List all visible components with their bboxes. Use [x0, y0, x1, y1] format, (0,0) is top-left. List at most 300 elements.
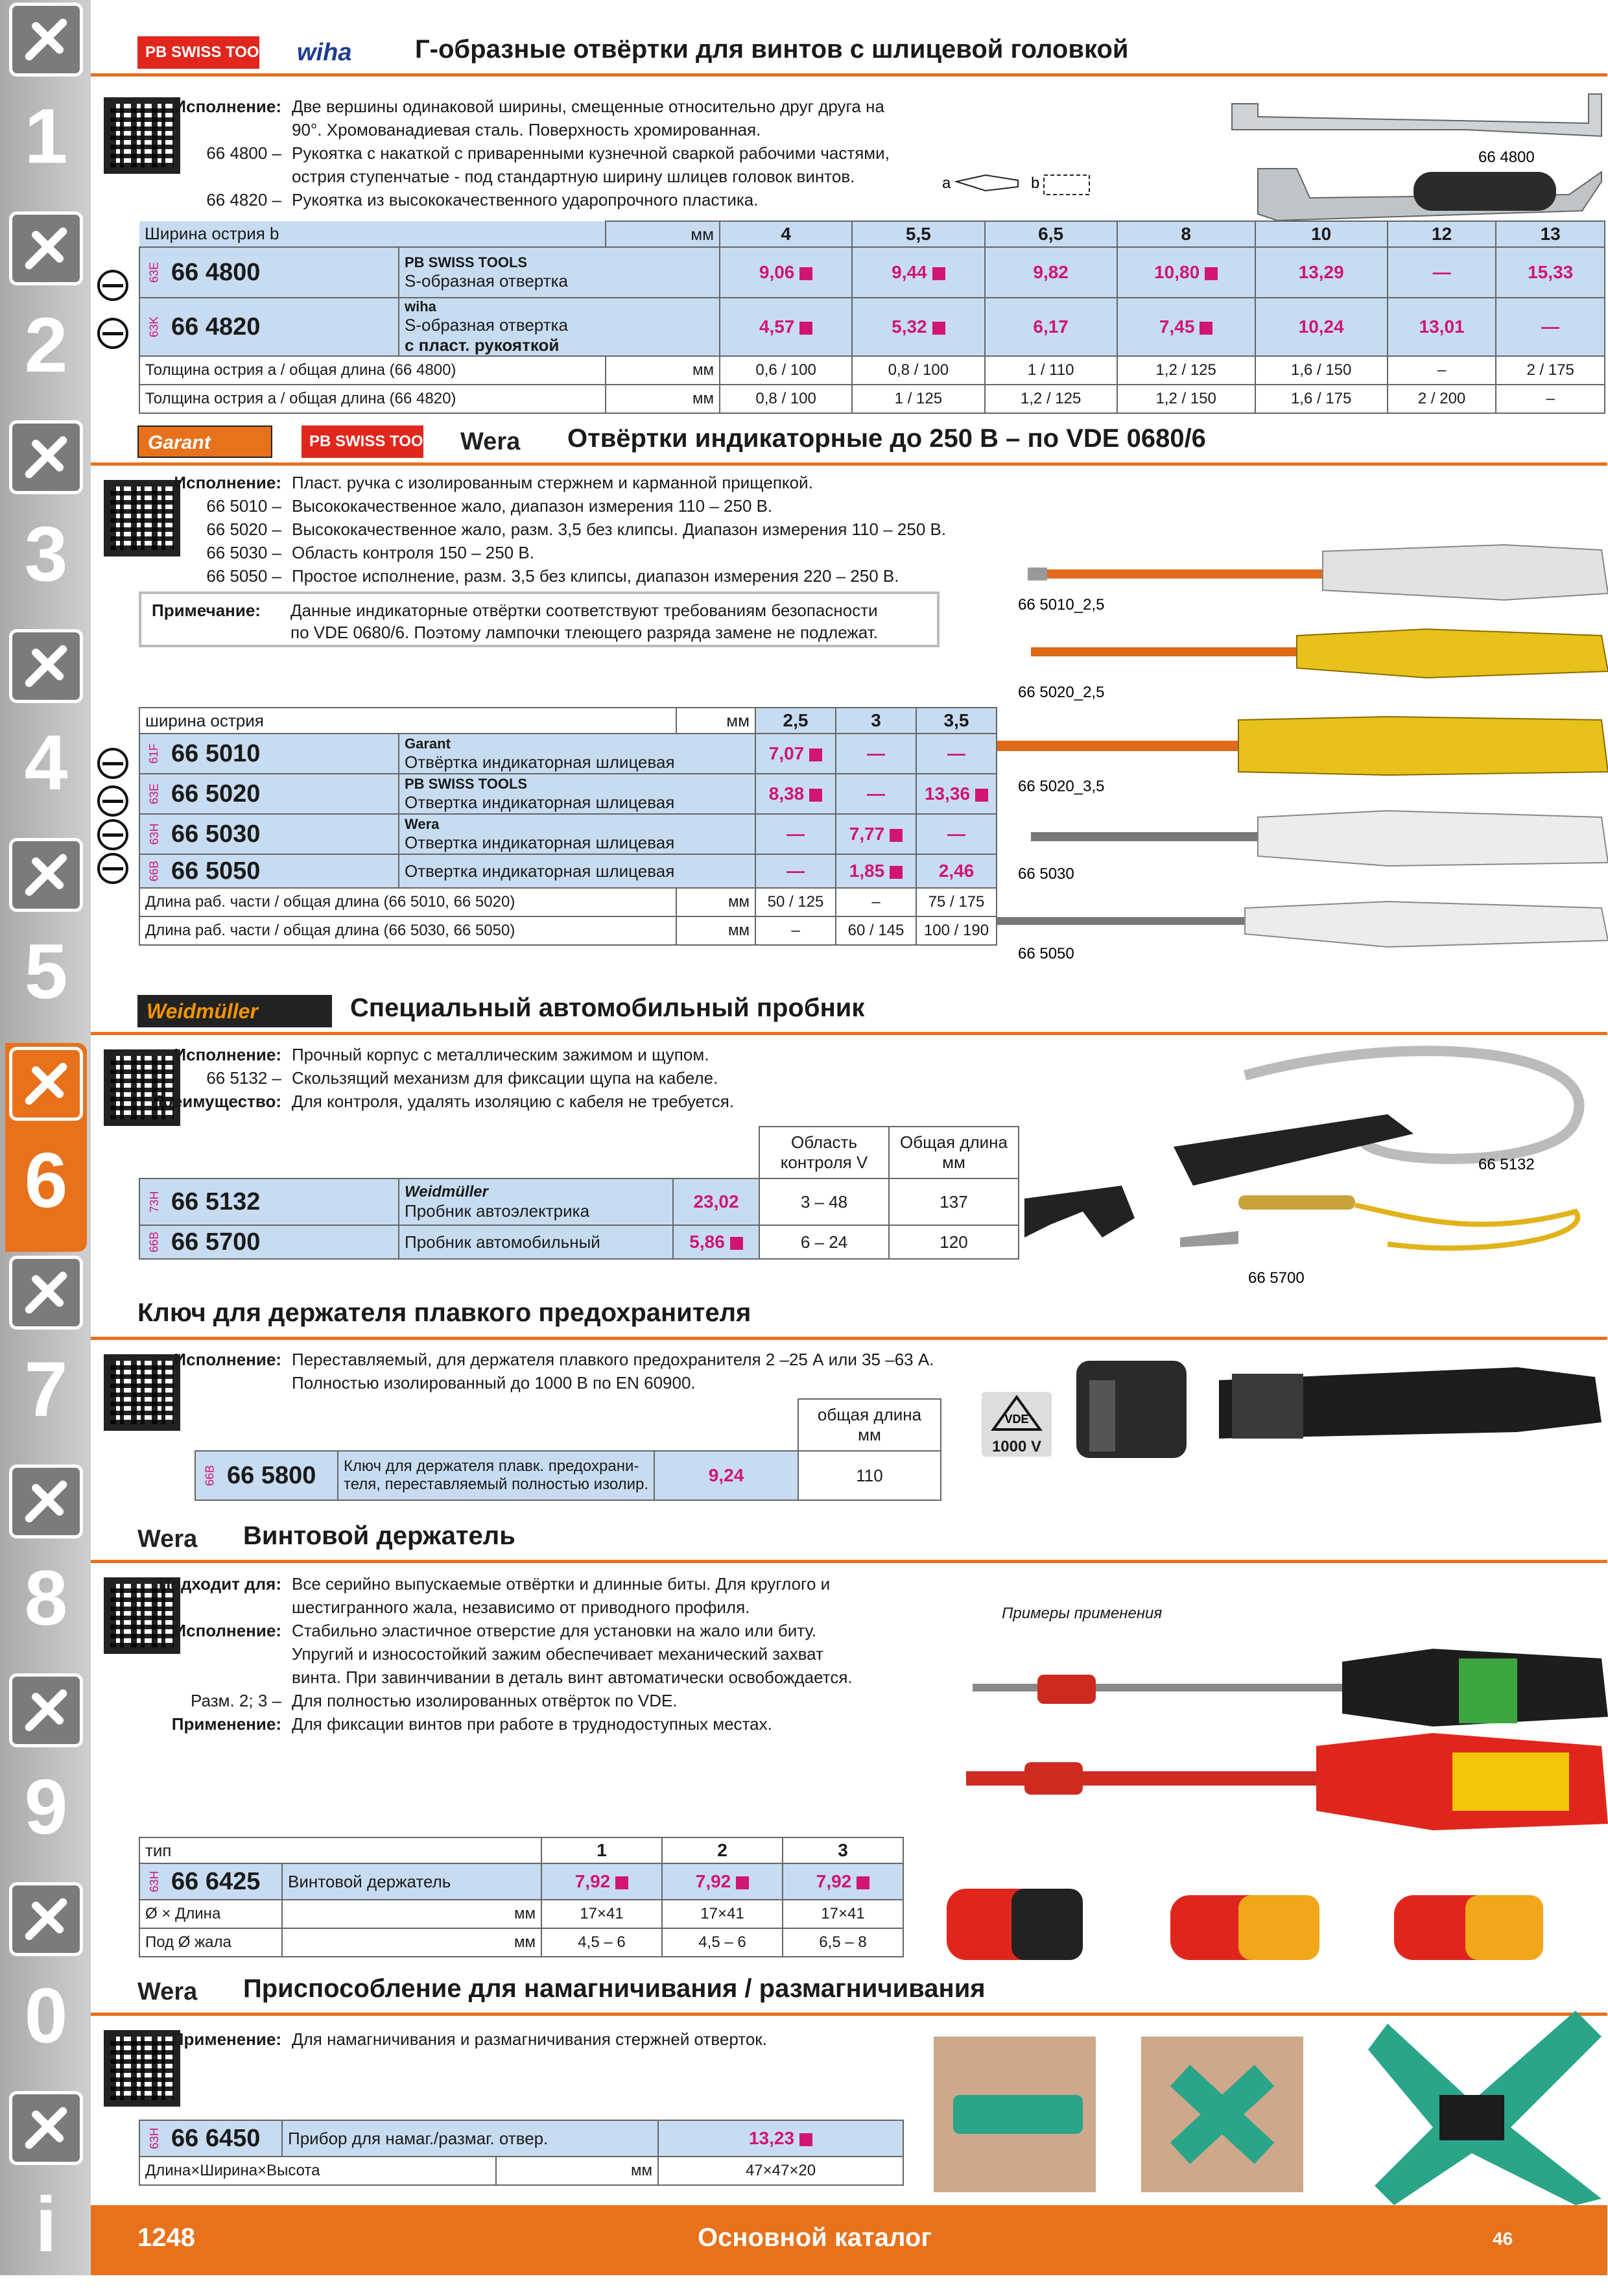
brand-logo-garant: Garant: [137, 425, 272, 458]
table-row: [139, 774, 997, 814]
description-label: [91, 1596, 292, 1619]
description-line: [91, 518, 946, 541]
price-marker-icon: [799, 322, 812, 335]
table-row: [139, 247, 1605, 298]
table-header: [139, 708, 997, 734]
product-illustration: [1063, 1341, 1608, 1471]
brand-label: Weidmüller: [405, 1182, 488, 1201]
column-header: 1: [541, 1837, 662, 1863]
chapter-number: 9: [24, 1764, 68, 1850]
price-value: 5,32: [892, 317, 927, 337]
chapter-tab-3[interactable]: [5, 416, 87, 625]
description-line: [91, 541, 946, 564]
article-code: [139, 1225, 399, 1259]
spec-value: –: [1496, 385, 1605, 413]
spec-value: 1,6 / 150: [1255, 356, 1388, 385]
section-title: Г-образные отвёртки для винтов с шлицевой головкой: [415, 35, 1129, 64]
description-line: [91, 1043, 734, 1066]
table-row: [139, 2120, 903, 2157]
description: [91, 1572, 853, 1736]
price-value: 13,29: [1298, 262, 1344, 282]
brand-logo-pb: PB SWISS TOOLS: [302, 425, 423, 458]
price-marker-icon: [1205, 267, 1218, 280]
description-text: Упругий и износостойкий зажим обеспечивает механический захват: [292, 1644, 823, 1664]
image-label: 66 5010_2,5: [1018, 596, 1105, 614]
price-cell: [1496, 298, 1605, 356]
product-name: [399, 298, 720, 356]
spec-label: Толщина острия a / общая длина (66 4800): [139, 356, 606, 385]
chapter-icon: [9, 2091, 83, 2165]
price-table: [139, 1837, 904, 1957]
slotted-head-icon: [97, 318, 128, 349]
image-label: 66 5700: [1248, 1269, 1305, 1287]
spec-value: –: [1388, 356, 1496, 385]
group-code: 63H: [148, 2127, 161, 2149]
section-title: Винтовой держатель: [243, 1522, 515, 1550]
description-label: Преимущество:: [150, 1092, 281, 1111]
header-label: ширина острия: [139, 708, 676, 734]
price-value: —: [947, 743, 965, 763]
description: [91, 2027, 767, 2051]
spec-value: –: [836, 888, 916, 916]
description: [91, 1043, 734, 1113]
spec-row: [139, 1900, 903, 1928]
unit-label: мм: [676, 888, 755, 916]
description-text: Для намагничивания и размагничивания стержней отверток.: [292, 2029, 767, 2049]
product-name-line: Отвертка индикаторная шлицевая: [405, 832, 675, 852]
product-name: [399, 774, 755, 814]
spec-label: Ø × Длина: [139, 1900, 282, 1928]
group-code: 63E: [147, 261, 161, 283]
spec-value: 47×47×20: [658, 2157, 903, 2185]
chapter-number: 4: [24, 719, 68, 806]
section-title: Приспособление для намагничивания / размагничивания: [243, 1974, 986, 2003]
spec-value: 1,2 / 125: [1117, 356, 1255, 385]
section-title: Специальный автомобильный пробник: [350, 994, 865, 1022]
slotted-head-icon: [97, 270, 128, 301]
table-header: [195, 1399, 941, 1451]
spec-value: 60 / 145: [836, 916, 916, 945]
price-marker-icon: [736, 1876, 749, 1889]
section-title: Ключ для держателя плавкого предохранителя: [137, 1298, 751, 1327]
description-line: [91, 1689, 853, 1712]
article-number: 66 5700: [171, 1228, 261, 1256]
table-row: [139, 814, 997, 854]
product-name-line: Ключ для держателя плавк. предохрани-: [344, 1457, 639, 1475]
group-code: 66B: [147, 860, 161, 882]
spec-value: 0,8 / 100: [720, 385, 852, 413]
product-name: [399, 1178, 673, 1225]
price-cell: [836, 814, 916, 854]
brand-label: PB SWISS TOOLS: [405, 775, 528, 792]
chapter-icon: [9, 838, 83, 912]
image-label: 66 5132: [1478, 1156, 1535, 1173]
price-value: 15,33: [1528, 262, 1574, 282]
price-cell: [852, 247, 984, 298]
image-label: 66 5050: [1018, 945, 1074, 963]
dim-label-a: a: [942, 174, 951, 192]
table-header: [139, 1127, 1019, 1178]
price-table: [139, 707, 997, 946]
price-value: 9,06: [759, 262, 795, 282]
product-name: [399, 734, 755, 774]
description-label: 66 5050 –: [206, 566, 281, 586]
column-header: Область контроля V: [759, 1127, 889, 1178]
price-value: 7,92: [574, 1871, 611, 1891]
price-marker-icon: [1200, 322, 1212, 335]
product-name: [338, 1451, 654, 1500]
chapter-icon: [9, 211, 83, 285]
price-value: —: [867, 783, 885, 804]
description-text: Две вершины одинаковой ширины, смещенные относительно друг друга на: [292, 97, 884, 116]
price-cell: [836, 854, 916, 888]
price-value: 13,23: [748, 2128, 795, 2148]
description-text: шестигранного жала, независимо от приводного профиля.: [292, 1597, 750, 1617]
chapter-number: 6: [24, 1137, 68, 1224]
chapter-tab-2[interactable]: [5, 208, 87, 416]
price-cell: [836, 774, 916, 814]
section-title: Отвёртки индикаторные до 250 В – по VDE 0680/6: [567, 424, 1206, 453]
spec-value: 2 / 200: [1388, 385, 1496, 413]
price-marker-icon: [799, 267, 812, 280]
chapter-tab-8[interactable]: [5, 1461, 87, 1669]
price-cell: [916, 854, 997, 888]
description: [91, 471, 946, 588]
brand-logo-wera: Wera: [460, 428, 521, 455]
chapter-number: i: [35, 2181, 57, 2268]
price-cell: [1388, 298, 1496, 356]
unit-label: мм: [606, 385, 720, 413]
table-row: [139, 734, 997, 774]
svg-text:VDE: VDE: [1004, 1413, 1029, 1426]
description-label: [91, 118, 292, 141]
description-text: 90°. Хромованадиевая сталь. Поверхность хромированная.: [292, 120, 761, 139]
description-text: Скользящий механизм для фиксации щупа на кабеле.: [292, 1068, 718, 1088]
description-text: острия ступенчатые - под стандартную ширину шлицев головок винтов.: [292, 167, 855, 186]
brand-label: PB SWISS TOOLS: [405, 254, 528, 270]
product-name-line: теля, переставляемый полностью изолир.: [344, 1476, 649, 1493]
unit-label: мм: [496, 2157, 658, 2185]
spec-row: [139, 385, 1605, 413]
chapter-number: 8: [24, 1555, 68, 1642]
spec-label: Длина×Ширина×Высота: [139, 2157, 496, 2185]
description-label: 66 5010 –: [206, 496, 281, 516]
description-line: [91, 471, 946, 494]
spec-label: Длина раб. части / общая длина (66 5010, 66 5020): [139, 888, 676, 916]
price-value: 7,92: [816, 1871, 852, 1891]
price-cell: [1388, 247, 1496, 298]
chapter-tab-0[interactable]: [5, 1878, 87, 2087]
chapter-tab-5[interactable]: [5, 834, 87, 1043]
article-code: [139, 1863, 282, 1900]
table-row: [195, 1451, 941, 1500]
description-label: Применение:: [171, 1714, 281, 1734]
unit-label: мм: [282, 1928, 541, 1957]
price-cell: [916, 814, 997, 854]
spec-value: 1 / 125: [852, 385, 984, 413]
group-code: 61F: [147, 743, 161, 764]
article-code: [139, 2120, 282, 2157]
price-value: —: [867, 743, 885, 763]
spec-value: 4,5 – 6: [541, 1928, 662, 1957]
column-header: 3,5: [916, 708, 997, 734]
product-name-line: с пласт. рукояткой: [405, 335, 560, 355]
price-cell: [720, 247, 852, 298]
chapter-tab-7[interactable]: [5, 1252, 87, 1461]
description-line: [91, 141, 890, 165]
badge-label: 1000 V: [991, 1438, 1042, 1455]
description-label: Исполнение:: [174, 1350, 281, 1369]
note-line: Данные индикаторные отвёртки соответствуют требованиям безопасности: [290, 601, 878, 620]
description-text: Полностью изолированный до 1000 В по EN 60900.: [292, 1373, 696, 1393]
spec-label: Толщина острия a / общая длина (66 4820): [139, 385, 606, 413]
section-voltage-testers: [91, 415, 1607, 966]
unit-label: мм: [282, 1900, 541, 1928]
price-cell: [755, 854, 836, 888]
table-header: [139, 221, 1605, 247]
article-code: [195, 1451, 338, 1500]
article-number: 66 6450: [171, 2124, 261, 2152]
brand-logo-pb: PB SWISS TOOLS: [137, 36, 259, 69]
description-line: [91, 1090, 734, 1113]
price-value: 10,24: [1298, 317, 1344, 337]
description-text: винта. При завинчивании в деталь винт автоматически освобождается.: [292, 1668, 853, 1687]
price-cell: [755, 734, 836, 774]
spec-value: –: [755, 916, 836, 945]
price-table: [195, 1398, 941, 1501]
description-text: Все серийно выпускаемые отвёртки и длинные биты. Для круглого и: [292, 1574, 831, 1594]
price-cell: [916, 734, 997, 774]
price-marker-icon: [890, 829, 903, 842]
price-cell: [916, 774, 997, 814]
price-value: 13,36: [924, 783, 971, 804]
price-table: [139, 221, 1605, 414]
chapter-icon: [9, 1882, 83, 1956]
description-line: [91, 95, 890, 118]
article-code: [139, 298, 399, 356]
price-value: —: [786, 824, 805, 844]
header-label: Ширина острия b: [139, 221, 606, 247]
price-value: 5,86: [689, 1232, 725, 1252]
spec-label: Под Ø жала: [139, 1928, 282, 1957]
spec-value: 17×41: [783, 1900, 903, 1928]
image-label: 66 4800: [1478, 149, 1535, 166]
image-label: 66 5020_3,5: [1018, 778, 1105, 795]
page-number: 1248: [137, 2223, 195, 2252]
group-code: 63E: [147, 783, 161, 805]
column-header: 13: [1496, 221, 1605, 247]
price-marker-icon: [857, 1876, 869, 1889]
chapter-icon: [9, 1465, 83, 1538]
article-number: 66 5800: [227, 1461, 316, 1489]
description-label: 66 5030 –: [206, 543, 281, 562]
description-label: [91, 1642, 292, 1666]
chapter-icon: [9, 1673, 83, 1747]
price-cell: [783, 1863, 903, 1900]
description: [91, 95, 890, 211]
price-cell: [852, 298, 984, 356]
product-name-line: Отвертка индикаторная шлицевая: [405, 792, 675, 812]
group-code: 63K: [147, 316, 161, 338]
description-label: Исполнение:: [174, 473, 281, 492]
spec-value: 4,5 – 6: [662, 1928, 783, 1957]
product-illustration: [934, 532, 1608, 963]
price-cell: [755, 774, 836, 814]
article-code: [139, 854, 399, 888]
description-line: [91, 118, 890, 141]
price-marker-icon: [809, 748, 822, 761]
description-line: [91, 1348, 934, 1371]
description-line: [91, 2027, 767, 2051]
article-number: 66 4820: [171, 313, 261, 341]
spec-value: 50 / 125: [755, 888, 836, 916]
description-label: Исполнение:: [174, 1045, 281, 1064]
price-marker-icon: [932, 322, 945, 335]
spec-value: 0,6 / 100: [720, 356, 852, 385]
description-line: [91, 1066, 734, 1090]
article-code: [139, 814, 399, 854]
spec-value: 120: [889, 1225, 1019, 1259]
description-text: Простое исполнение, разм. 3,5 без клипсы, диапазон измерения 220 – 250 В.: [292, 566, 899, 586]
group-code: 66B: [147, 1231, 161, 1253]
spec-value: 6 – 24: [759, 1225, 889, 1259]
article-code: [139, 1178, 399, 1225]
chapter-tab-6[interactable]: [5, 1043, 87, 1252]
description-label: Применение:: [171, 2029, 281, 2049]
price-marker-icon: [730, 1237, 743, 1250]
price-marker-icon: [890, 866, 903, 879]
section-header: [91, 415, 1607, 466]
price-cell: [662, 1863, 783, 1900]
chapter-tab-4[interactable]: [5, 625, 87, 834]
table-row: [139, 1178, 1019, 1225]
column-header: общая длина мм: [798, 1399, 941, 1451]
description-line: [91, 564, 946, 588]
price-value: —: [1432, 262, 1451, 282]
unit-label: мм: [606, 356, 720, 385]
price-cell: [541, 1863, 662, 1900]
article-code: [139, 774, 399, 814]
spec-value: 110: [798, 1451, 941, 1500]
column-header: 5,5: [852, 221, 984, 247]
product-name: [399, 854, 755, 888]
column-header: 12: [1388, 221, 1496, 247]
price-value: 6,17: [1033, 317, 1069, 337]
chapter-sidebar: [0, 0, 91, 2275]
image-caption: Примеры применения: [1002, 1605, 1163, 1622]
price-value: 2,46: [938, 861, 975, 881]
spec-label: Длина раб. части / общая длина (66 5030, 66 5050): [139, 916, 676, 945]
price-cell: [673, 1225, 759, 1259]
chapter-tab-9[interactable]: [5, 1669, 87, 1878]
description-line: [91, 165, 890, 188]
spec-value: 75 / 175: [916, 888, 997, 916]
chapter-icon: [9, 3, 83, 77]
price-cell: [1496, 247, 1605, 298]
article-number: 66 5050: [171, 857, 261, 885]
product-name-line: Отвёртка индикаторная шлицевая: [405, 752, 675, 772]
group-code: 66B: [203, 1465, 217, 1487]
article-number: 66 5030: [171, 820, 261, 848]
unit-label: мм: [606, 221, 720, 247]
chapter-tab-i[interactable]: [5, 2087, 87, 2296]
price-cell: [836, 734, 916, 774]
slotted-head-icon: [97, 819, 128, 850]
chapter-number: 1: [24, 93, 68, 180]
product-illustration: [927, 1998, 1608, 2205]
slotted-head-icon: [97, 748, 128, 779]
price-cell: [755, 814, 836, 854]
empty-cell: [195, 1399, 798, 1451]
vde-1000v-badge: [982, 1392, 1052, 1457]
group-code: 63H: [148, 823, 161, 845]
article-number: 66 5020: [171, 780, 261, 807]
description-label: 66 4800 –: [206, 143, 281, 163]
description-text: Для полностью изолированных отвёрток по VDE.: [292, 1691, 678, 1710]
price-value: 23,02: [693, 1191, 739, 1212]
description-text: Для фиксации винтов при работе в труднодоступных местах.: [292, 1714, 772, 1734]
price-value: 9,24: [708, 1465, 744, 1485]
description-label: Исполнение:: [174, 1621, 281, 1640]
brand-label: wiha: [405, 298, 436, 315]
description-line: [91, 494, 946, 518]
spec-value: 3 – 48: [759, 1178, 889, 1225]
price-value: 7,92: [695, 1871, 731, 1891]
section-header: [91, 1513, 1607, 1563]
page-footer: [91, 2205, 1607, 2275]
chapter-tab-1[interactable]: [5, 0, 87, 208]
description-label: 66 5020 –: [206, 520, 281, 539]
section-l-screwdrivers: [91, 26, 1607, 409]
description-text: Высококачественное жало, разм. 3,5 без клипсы. Диапазон измерения 110 – 250 В.: [292, 520, 947, 539]
table-row: [139, 1225, 1019, 1259]
price-value: —: [1541, 317, 1560, 337]
product-name-line: S-образная отвертка: [405, 315, 569, 335]
description-text: Стабильно эластичное отверстие для установки на жало или биту.: [292, 1621, 817, 1640]
table-row: [139, 854, 997, 888]
price-value: 9,82: [1033, 262, 1069, 282]
description-line: [91, 1642, 853, 1666]
product-illustration: [927, 1623, 1608, 1960]
description-text: Переставляемый, для держателя плавкого предохранителя 2 –25 А или 35 –63 А.: [292, 1350, 934, 1369]
description: [91, 1348, 934, 1394]
product-name: Винтовой держатель: [282, 1863, 541, 1900]
chapter-icon: [9, 1047, 83, 1121]
column-header: 10: [1255, 221, 1388, 247]
price-marker-icon: [975, 789, 988, 802]
description-text: Рукоятка с накаткой с приваренными кузнечной сваркой рабочими частями,: [292, 143, 890, 163]
column-header: 4: [720, 221, 852, 247]
price-cell: [1255, 247, 1388, 298]
brand-label: Wera: [405, 815, 440, 832]
article-code: [139, 247, 399, 298]
week-number: 46: [1493, 2229, 1513, 2249]
header-label: тип: [139, 1837, 541, 1863]
spec-value: 137: [889, 1178, 1019, 1225]
slotted-head-icon: [97, 853, 128, 884]
description-label: Исполнение:: [174, 97, 281, 116]
table-row: [139, 298, 1605, 356]
column-header: Общая длина мм: [889, 1127, 1019, 1178]
column-header: 2: [662, 1837, 783, 1863]
spec-row: [139, 916, 997, 945]
chapter-number: 2: [24, 302, 68, 389]
spec-value: 2 / 175: [1496, 356, 1605, 385]
spec-row: [139, 1928, 903, 1957]
price-value: 13,01: [1419, 317, 1465, 337]
description-label: Разм. 2; 3 –: [191, 1691, 281, 1710]
spec-value: 0,8 / 100: [852, 356, 984, 385]
